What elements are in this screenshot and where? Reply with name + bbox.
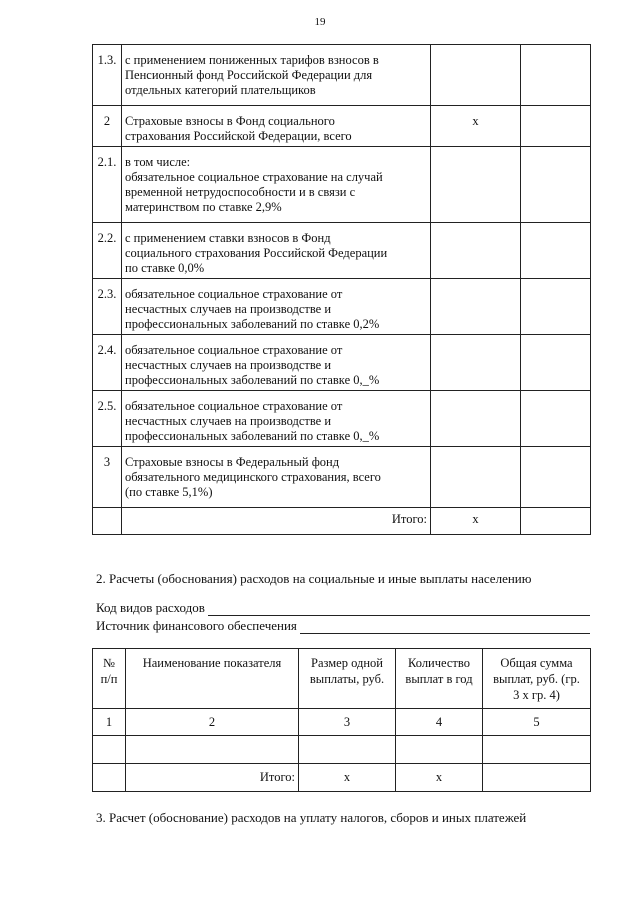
description-line: несчастных случаев на производстве и: [125, 414, 332, 428]
total-row: [93, 508, 591, 535]
table2-header-row: [93, 649, 591, 709]
expense-code-blank[interactable]: [208, 603, 590, 616]
total-payment-size: х: [299, 764, 396, 792]
section2-heading: 2. Расчеты (обоснования) расходов на социальные и иные выплаты населению: [96, 571, 532, 586]
row-description: [122, 447, 431, 508]
contribution-row: [93, 147, 591, 223]
row-description: [122, 335, 431, 391]
contribution-row: [93, 447, 591, 508]
row-value-2[interactable]: [521, 223, 591, 279]
description-line: временной нетрудоспособности и в связи с: [125, 185, 356, 199]
row-value-2[interactable]: [521, 335, 591, 391]
row-value-2[interactable]: [521, 106, 591, 147]
row-value-1[interactable]: [431, 335, 521, 391]
row-description: [122, 391, 431, 447]
description-line: обязательное социальное страхование от: [125, 399, 343, 413]
description-line: профессиональных заболеваний по ставке 0,2%: [125, 317, 380, 331]
empty-cell[interactable]: [396, 736, 483, 764]
index-cell: 5: [483, 709, 591, 736]
row-number: 1.3.: [93, 45, 122, 106]
row-number: 2.1.: [93, 147, 122, 223]
empty-cell[interactable]: [93, 736, 126, 764]
section3-heading: 3. Расчет (обоснование) расходов на уплату налогов, сборов и иных платежей: [96, 810, 527, 825]
description-line: профессиональных заболеваний по ставке 0,_%: [125, 373, 380, 387]
row-number: 2.4.: [93, 335, 122, 391]
description-line: обязательного медицинского страхования, всего: [125, 470, 381, 484]
header-indicator-name: Наименование показателя: [126, 649, 299, 709]
description-line: обязательное социальное страхование от: [125, 343, 343, 357]
contribution-row: [93, 106, 591, 147]
row-value-1[interactable]: [431, 223, 521, 279]
index-cell: 2: [126, 709, 299, 736]
description-line: в том числе:: [125, 155, 191, 169]
contribution-row: [93, 279, 591, 335]
row-value-2[interactable]: [521, 391, 591, 447]
total-cell-empty: [93, 764, 126, 792]
description-line: (по ставке 5,1%): [125, 485, 213, 499]
description-line: несчастных случаев на производстве и: [125, 358, 332, 372]
row-value-2[interactable]: [521, 45, 591, 106]
row-description: [122, 147, 431, 223]
contribution-row: [93, 335, 591, 391]
page-number: 19: [314, 16, 326, 28]
contribution-row: [93, 45, 591, 106]
row-value-2[interactable]: [521, 279, 591, 335]
header-total-sum: Общая сумма выплат, руб. (гр. 3 х гр. 4): [483, 649, 591, 709]
table2-empty-row: [93, 736, 591, 764]
empty-cell[interactable]: [483, 736, 591, 764]
expense-code-field[interactable]: [96, 600, 590, 616]
description-line: профессиональных заболеваний по ставке 0,_%: [125, 429, 380, 443]
row-number: 3: [93, 447, 122, 508]
row-description: [122, 106, 431, 147]
row-number: 2.2.: [93, 223, 122, 279]
description-line: с применением пониженных тарифов взносов в: [125, 53, 379, 67]
row-value-1[interactable]: [431, 447, 521, 508]
row-description: [122, 223, 431, 279]
contributions-table: [92, 44, 591, 535]
row-number: 2.5.: [93, 391, 122, 447]
description-line: страхования Российской Федерации, всего: [125, 129, 352, 143]
header-payments-per-year: Количество выплат в год: [396, 649, 483, 709]
description-line: социального страхования Российской Федерации: [125, 246, 388, 260]
header-payment-size: Размер одной выплаты, руб.: [299, 649, 396, 709]
table2-total-row: [93, 764, 591, 792]
description-line: материнством по ставке 2,9%: [125, 200, 282, 214]
row-value-1[interactable]: х: [431, 106, 521, 147]
total-sum-cell[interactable]: [483, 764, 591, 792]
total-value-2[interactable]: [521, 508, 591, 535]
funding-source-blank[interactable]: [300, 621, 590, 634]
table2-index-row: [93, 709, 591, 736]
description-line: обязательное социальное страхование на случай: [125, 170, 383, 184]
description-line: по ставке 0,0%: [125, 261, 205, 275]
description-line: Страховые взносы в Федеральный фонд: [125, 455, 340, 469]
row-value-1[interactable]: [431, 45, 521, 106]
row-number: 2: [93, 106, 122, 147]
index-cell: 1: [93, 709, 126, 736]
description-line: Страховые взносы в Фонд социального: [125, 114, 335, 128]
row-value-2[interactable]: [521, 147, 591, 223]
row-value-1[interactable]: [431, 279, 521, 335]
row-value-2[interactable]: [521, 447, 591, 508]
contribution-row: [93, 391, 591, 447]
row-value-1[interactable]: [431, 391, 521, 447]
description-line: Пенсионный фонд Российской Федерации для: [125, 68, 373, 82]
contribution-row: [93, 223, 591, 279]
total-value-1: х: [431, 508, 521, 535]
row-value-1[interactable]: [431, 147, 521, 223]
row-description: [122, 45, 431, 106]
description-line: отдельных категорий плательщиков: [125, 83, 316, 97]
row-description: [122, 279, 431, 335]
row-number: 2.3.: [93, 279, 122, 335]
social-payments-table: [92, 648, 591, 792]
description-line: несчастных случаев на производстве и: [125, 302, 332, 316]
header-num: № п/п: [93, 649, 126, 709]
total-empty-cell: [93, 508, 122, 535]
empty-cell[interactable]: [126, 736, 299, 764]
funding-source-field[interactable]: [96, 618, 590, 634]
expense-code-label: Код видов расходов: [96, 600, 205, 615]
funding-source-label: Источник финансового обеспечения: [96, 618, 297, 633]
description-line: с применением ставки взносов в Фонд: [125, 231, 331, 245]
index-cell: 4: [396, 709, 483, 736]
total-payments-per-year: х: [396, 764, 483, 792]
total-label: Итого:: [122, 508, 431, 535]
empty-cell[interactable]: [299, 736, 396, 764]
description-line: обязательное социальное страхование от: [125, 287, 343, 301]
total-label: Итого:: [126, 764, 299, 792]
index-cell: 3: [299, 709, 396, 736]
